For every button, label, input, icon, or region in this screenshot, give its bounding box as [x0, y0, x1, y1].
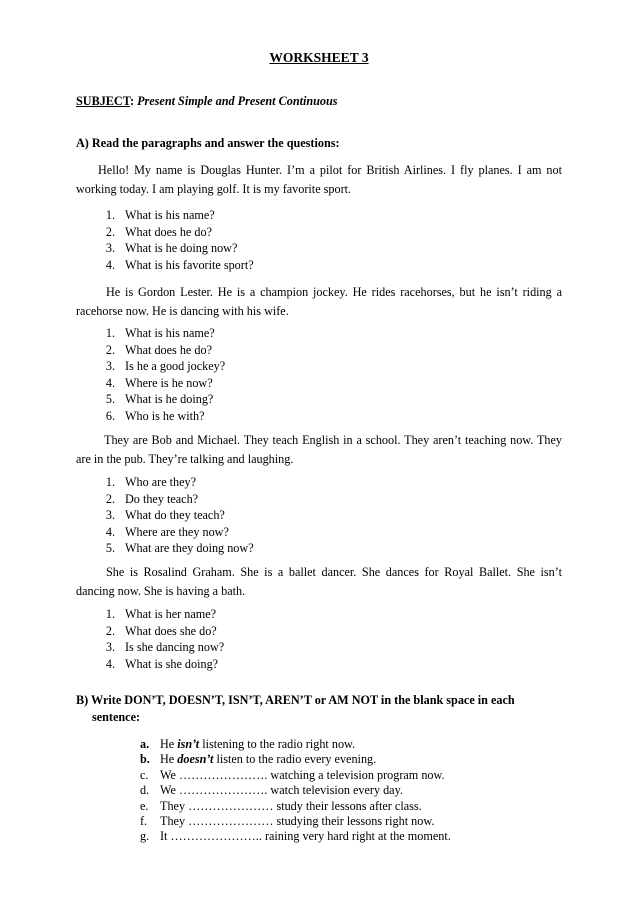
list-item: 4. What is she doing? — [105, 656, 219, 671]
list-item: 5. What is he doing? — [105, 392, 214, 407]
list-item: a. He isn’t listening to the radio right now. — [140, 737, 356, 751]
list-item: 3. Is he a good jockey? — [105, 359, 226, 374]
list-item: 1. What is his name? — [105, 208, 215, 222]
list-item: 3. Is she dancing now? — [105, 640, 225, 655]
subject-separator: : — [129, 94, 138, 108]
list-item: 2. What does he do? — [105, 224, 212, 239]
paragraph-rosalind: She is Rosalind Graham. She is a ballet dancer. She dances for Royal Ballet. She isn’t dancing now. She is having a bath. — [76, 565, 562, 598]
worksheet-title: WORKSHEET 3 — [269, 50, 369, 65]
list-item: d. We …………………. watch television every day. — [140, 783, 403, 798]
list-item: 4. What is his favorite sport? — [105, 257, 254, 272]
list-item: 1. What is her name? — [105, 607, 217, 621]
questions-bob-michael — [76, 474, 254, 557]
list-item: 2. Do they teach? — [105, 491, 199, 506]
list-item: 3. What is he doing now? — [105, 241, 238, 256]
list-item: 2. What does she do? — [105, 623, 217, 638]
section-b-heading: B) Write DON’T, DOESN’T, ISN’T, AREN’T or AM NOT in the blank space in each sentence: — [76, 693, 515, 724]
list-item: 1. Who are they? — [105, 475, 197, 489]
questions-rosalind — [76, 606, 224, 672]
list-item: 4. Where are they now? — [105, 524, 229, 539]
subject-line — [76, 94, 338, 109]
list-item: 2. What does he do? — [105, 342, 212, 357]
list-item: e. They ………………… study their lessons after class. — [140, 798, 422, 813]
list-item: 1. What is his name? — [105, 326, 215, 340]
list-item: 6. Who is he with? — [105, 408, 205, 423]
list-item: 3. What do they teach? — [105, 508, 225, 523]
questions-douglas — [76, 207, 254, 273]
subject-value: Present Simple and Present Continuous — [137, 94, 338, 108]
paragraph-gordon: He is Gordon Lester. He is a champion jockey. He rides racehorses, but he isn’t riding a racehorse now. He is dancing with his wife. — [76, 285, 562, 318]
paragraph-bob-michael: They are Bob and Michael. They teach English in a school. They aren’t teaching now. They are in the pub. They’re talking and laughing. — [76, 433, 562, 466]
fill-in-sentences — [140, 737, 451, 845]
section-a-heading: A) Read the paragraphs and answer the questions: — [76, 136, 340, 150]
list-item: 4. Where is he now? — [105, 375, 213, 390]
list-item: 5. What are they doing now? — [105, 541, 254, 556]
list-item: f. They ………………… studying their lessons right now. — [140, 813, 435, 828]
paragraph-douglas: Hello! My name is Douglas Hunter. I’m a pilot for British Airlines. I fly planes. I am not working today. I am playing golf. It is my favorite sport. — [76, 163, 562, 196]
subject-key: SUBJECT — [76, 94, 130, 108]
list-item: b. He doesn’t listen to the radio every evening. — [140, 752, 377, 767]
questions-gordon — [76, 325, 225, 425]
list-item: c. We …………………. watching a television program now. — [140, 767, 445, 782]
list-item: g. It ………………….. raining very hard right at the moment. — [140, 829, 451, 844]
